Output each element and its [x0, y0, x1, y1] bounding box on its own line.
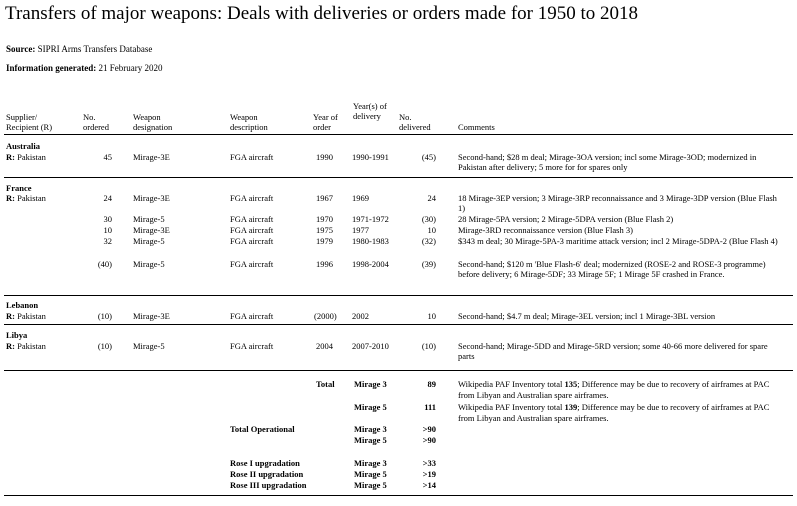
header-year-order: Year of order [313, 112, 338, 132]
summary-type: Mirage 5 [354, 469, 387, 479]
cell-delivered: (45) [421, 152, 436, 162]
cell-year-delivery: 1971-1972 [352, 214, 389, 224]
cell-ordered: (10) [97, 311, 112, 321]
cell-description: FGA aircraft [230, 341, 274, 351]
cell-year-delivery: 1990-1991 [352, 152, 389, 162]
summary-type: Mirage 3 [354, 379, 387, 389]
cell-designation: Mirage-5 [133, 236, 165, 246]
cell-year-delivery: 1977 [352, 225, 369, 235]
source-line [6, 44, 152, 55]
cell-designation: Mirage-3E [133, 311, 170, 321]
cell-description: FGA aircraft [230, 236, 274, 246]
cell-year-order: 1975 [316, 225, 333, 235]
cell-delivered: (10) [421, 341, 436, 351]
header-supplier: Supplier/ Recipient (R) [6, 112, 53, 132]
cell-year-order: 2004 [316, 341, 333, 351]
cell-comments: 28 Mirage-5PA version; 2 Mirage-5DPA version (Blue Flash 2) [458, 214, 674, 224]
cell-year-order: 1970 [316, 214, 333, 224]
header-divider [4, 134, 793, 135]
cell-year-order: 1990 [316, 152, 333, 162]
cell-comments: $343 m deal; 30 Mirage-5PA-3 maritime attack version; incl 2 Mirage-5DPA-2 (Blue Flash 4) [458, 236, 778, 246]
info-value: 21 February 2020 [98, 63, 163, 73]
cell-comments: Second-hand; $120 m 'Blue Flash-6' deal; modernized (ROSE-2 and ROSE-3 programme) before delivery; 6 Mirage-5DF; 33 Mirage 5F; 1 Mirage 5F crashed in France. [458, 259, 766, 279]
cell-description: FGA aircraft [230, 152, 274, 162]
cell-year-order: 1979 [316, 236, 333, 246]
cell-year-delivery: 1980-1983 [352, 236, 389, 246]
cell-year-order: (2000) [314, 311, 337, 321]
cell-ordered: 30 [103, 214, 112, 224]
cell-designation: Mirage-5 [133, 214, 165, 224]
cell-delivered: 24 [427, 193, 436, 203]
summary-upgrade-label: Rose III upgradation [230, 480, 307, 490]
cell-delivered: (32) [421, 236, 436, 246]
cell-delivered: 10 [427, 225, 436, 235]
cell-comments: 18 Mirage-3EP version; 3 Mirage-3RP reconnaissance and 3 Mirage-3DP version (Blue Flash 1) [458, 193, 777, 213]
source-label: Source: [6, 44, 36, 54]
cell-year-delivery: 1998-2004 [352, 259, 389, 269]
summary-value: 89 [427, 379, 436, 389]
summary-comment: Wikipedia PAF Inventory total 139; Difference may be due to recovery of airframes at PAC from Libyan and Australian spare airframes. [458, 402, 770, 423]
cell-ordered: 10 [103, 225, 112, 235]
cell-ordered: 45 [103, 152, 112, 162]
cell-designation: Mirage-3E [133, 152, 170, 162]
summary-comment: Wikipedia PAF Inventory total 135; Difference may be due to recovery of airframes at PAC from Libyan and Australian spare airframes. [458, 379, 770, 400]
header-designation: Weapon designation [133, 112, 173, 132]
group-divider [4, 324, 793, 325]
header-delivered: No. delivered [399, 112, 431, 132]
group-divider [4, 177, 793, 178]
summary-type: Mirage 5 [354, 480, 387, 490]
group-supplier-australia: Australia [6, 141, 40, 151]
cell-description: FGA aircraft [230, 214, 274, 224]
cell-year-delivery: 2002 [352, 311, 369, 321]
summary-value: >90 [422, 424, 436, 434]
group-supplier-france: France [6, 183, 32, 193]
table-bottom-rule [4, 495, 793, 496]
summary-type: Mirage 3 [354, 458, 387, 468]
cell-comments: Mirage-3RD reconnaissance version (Blue Flash 3) [458, 225, 633, 235]
cell-delivered: (39) [421, 259, 436, 269]
info-label: Information generated: [6, 63, 97, 73]
cell-ordered: (10) [97, 341, 112, 351]
summary-value: >90 [422, 435, 436, 445]
group-supplier-libya: Libya [6, 330, 28, 340]
header-comments: Comments [458, 122, 495, 132]
header-description: Weapon description [230, 112, 268, 132]
cell-year-order: 1967 [316, 193, 333, 203]
group-supplier-lebanon: Lebanon [6, 300, 39, 310]
cell-comments: Second-hand; $4.7 m deal; Mirage-3EL version; incl 1 Mirage-3BL version [458, 311, 716, 321]
info-line [6, 63, 162, 74]
cell-year-order: 1996 [316, 259, 333, 269]
summary-upgrade-label: Rose I upgradation [230, 458, 300, 468]
group-recipient: R: Pakistan [6, 341, 46, 351]
group-divider [4, 370, 793, 371]
cell-description: FGA aircraft [230, 193, 274, 203]
cell-designation: Mirage-3E [133, 225, 170, 235]
summary-type: Mirage 5 [354, 435, 387, 445]
summary-value: >14 [422, 480, 436, 490]
summary-value: 111 [424, 402, 436, 412]
cell-ordered: 24 [103, 193, 112, 203]
summary-value: >19 [422, 469, 436, 479]
summary-operational-label: Total Operational [230, 424, 295, 434]
cell-delivered: 10 [427, 311, 436, 321]
cell-comments: Second-hand; $28 m deal; Mirage-3OA version; incl some Mirage-3OD; modernized in Pakistan after delivery; 5 more for for spares only [458, 152, 757, 172]
summary-type: Mirage 5 [354, 402, 387, 412]
cell-designation: Mirage-5 [133, 259, 165, 269]
summary-value: >33 [422, 458, 436, 468]
cell-delivered: (30) [421, 214, 436, 224]
group-recipient: R: Pakistan [6, 193, 46, 203]
cell-ordered: 32 [103, 236, 112, 246]
summary-upgrade-label: Rose II upgradation [230, 469, 304, 479]
summary-type: Mirage 3 [354, 424, 387, 434]
cell-year-delivery: 1969 [352, 193, 369, 203]
cell-year-delivery: 2007-2010 [352, 341, 389, 351]
cell-description: FGA aircraft [230, 225, 274, 235]
source-value: SIPRI Arms Transfers Database [37, 44, 153, 54]
cell-designation: Mirage-5 [133, 341, 165, 351]
cell-description: FGA aircraft [230, 311, 274, 321]
header-ordered: No. ordered [83, 112, 109, 132]
cell-description: FGA aircraft [230, 259, 274, 269]
group-recipient: R: Pakistan [6, 311, 46, 321]
cell-designation: Mirage-3E [133, 193, 170, 203]
group-recipient: R: Pakistan [6, 152, 46, 162]
group-divider [4, 295, 793, 296]
header-year-delivery: Year(s) of delivery [353, 101, 387, 121]
cell-comments: Second-hand; Mirage-5DD and Mirage-5RD version; some 40-66 more delivered for spare parts [458, 341, 768, 361]
summary-total-label: Total [316, 379, 335, 389]
page-title: Transfers of major weapons: Deals with deliveries or orders made for 1950 to 2018 [5, 3, 639, 24]
cell-ordered: (40) [97, 259, 112, 269]
